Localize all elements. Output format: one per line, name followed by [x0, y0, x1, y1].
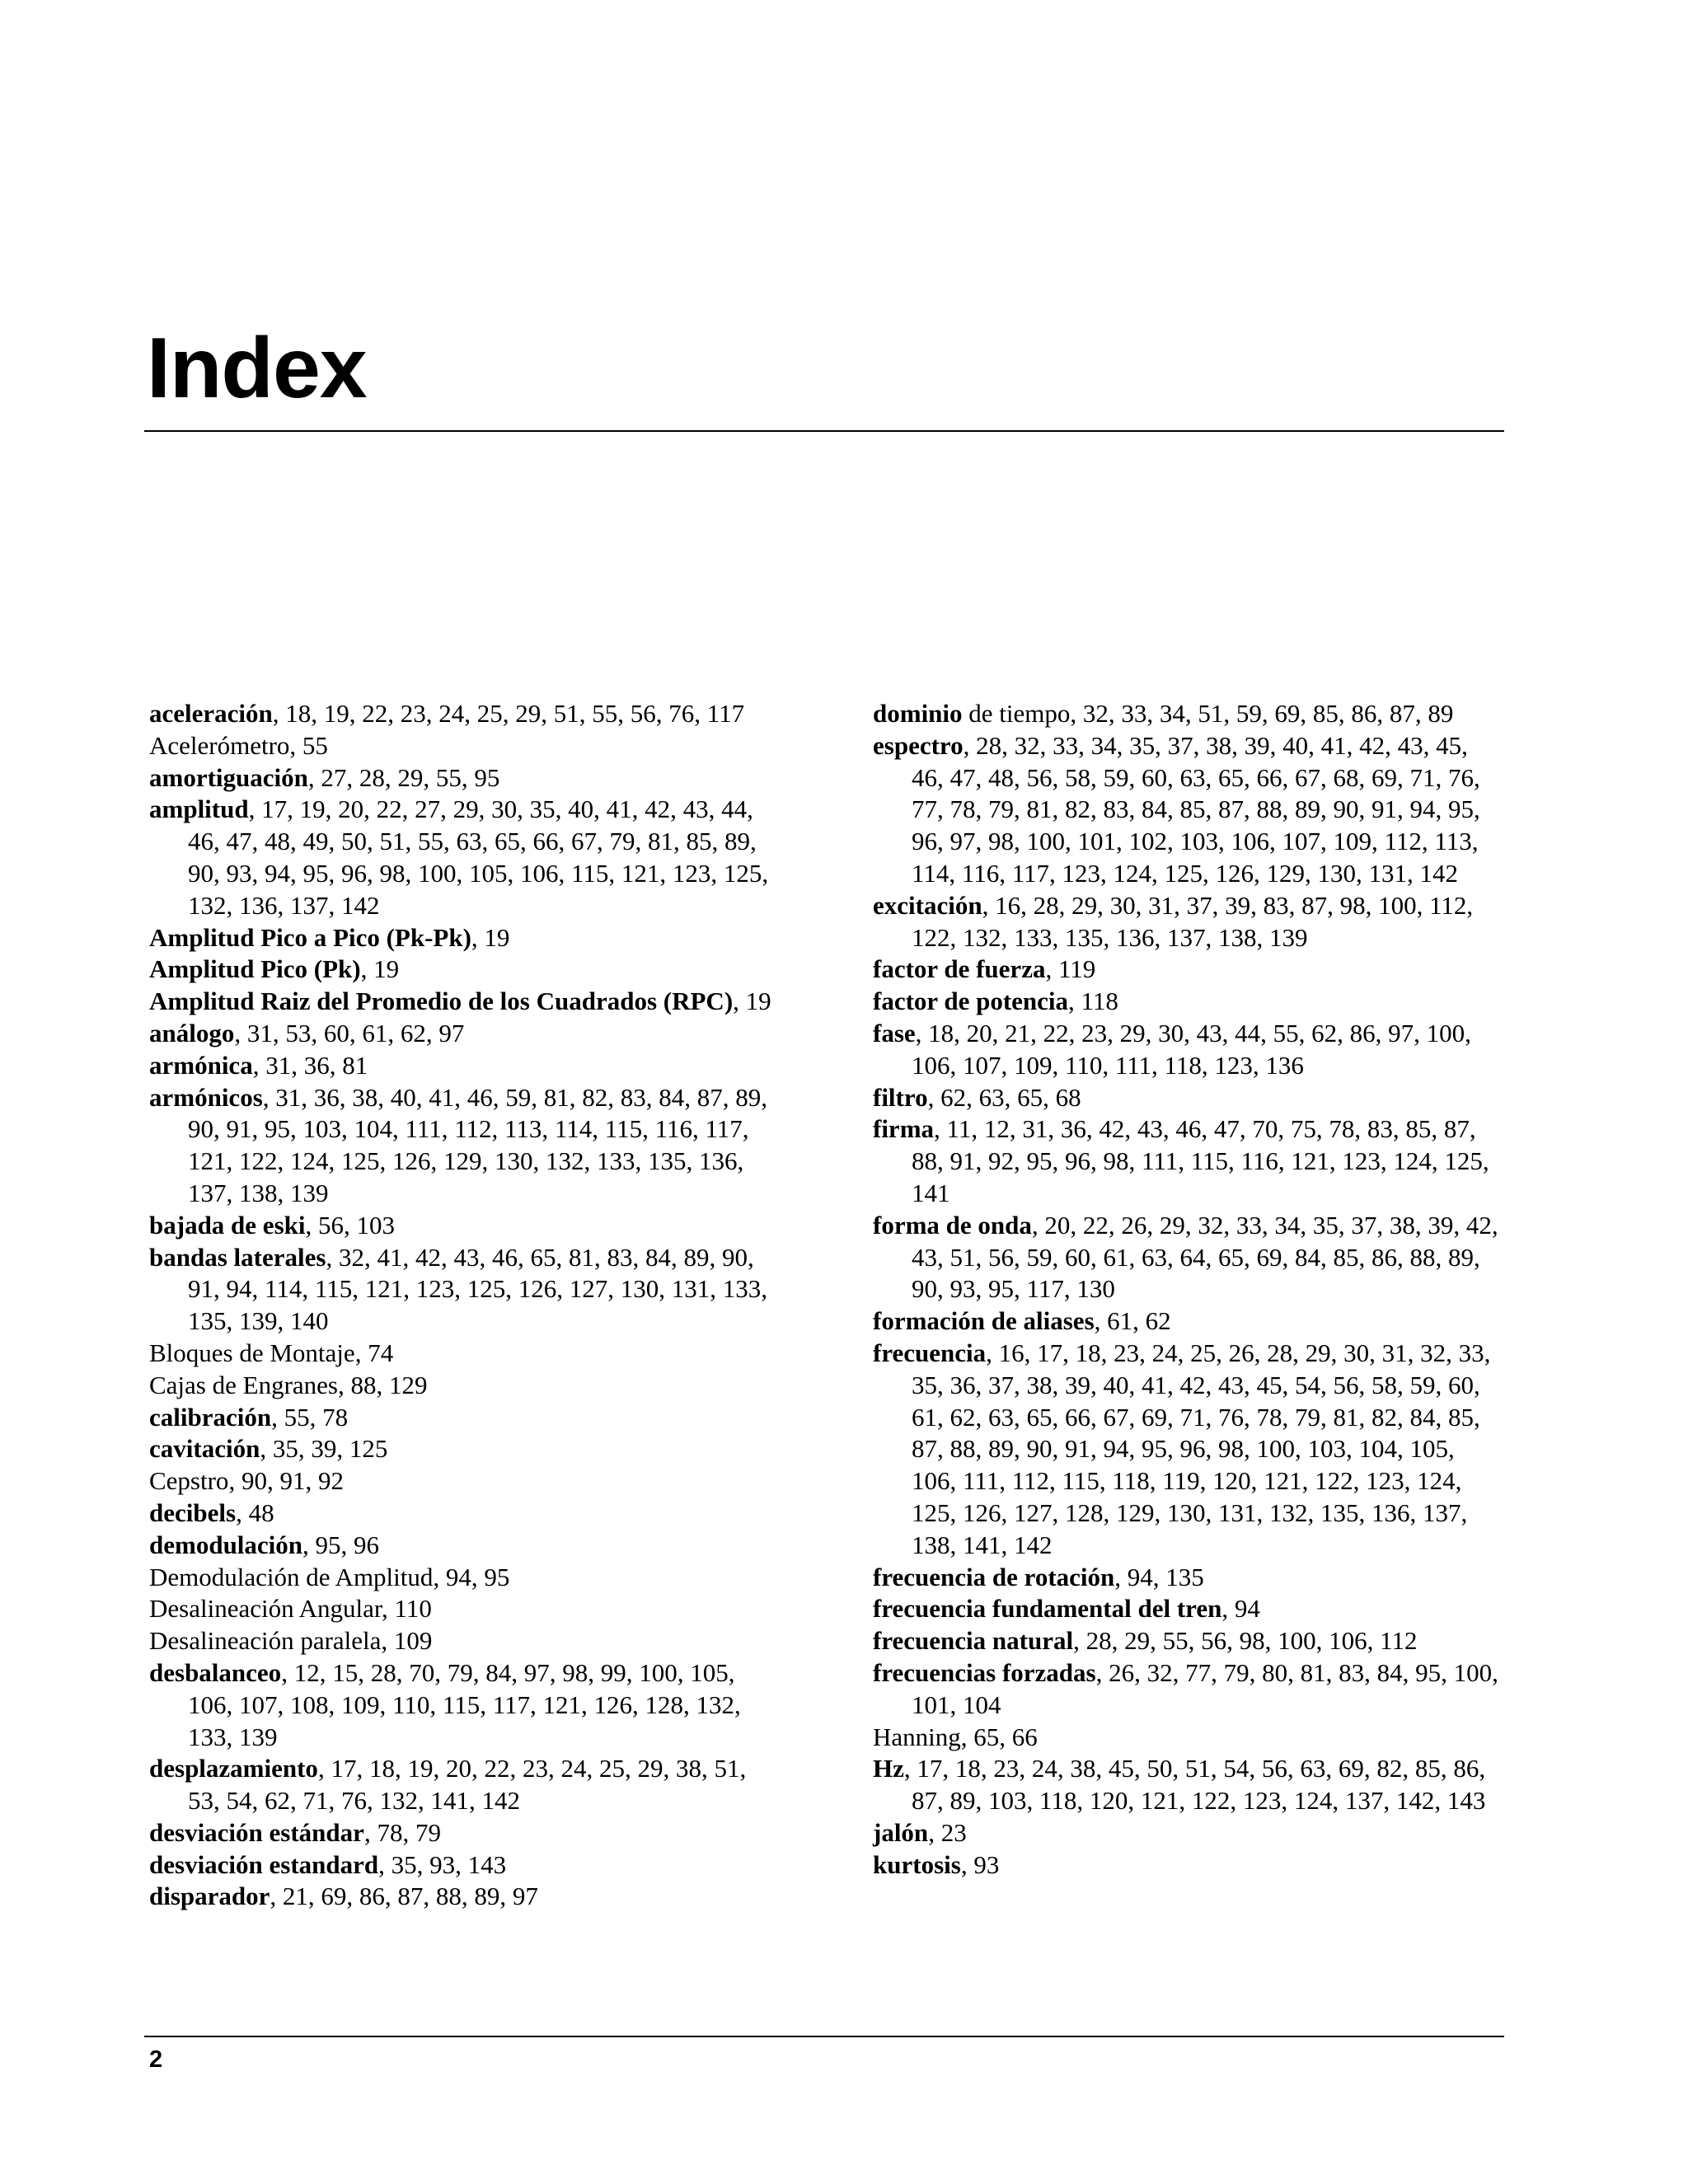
index-entry: [149, 1562, 776, 1594]
index-pages: , 19: [360, 954, 400, 984]
index-entry: [873, 1657, 1499, 1722]
index-term: Amplitud Raiz del Promedio de los Cuadrados (RPC): [149, 987, 734, 1016]
index-column-right: [873, 698, 1499, 1881]
index-term: Demodulación de Amplitud: [149, 1562, 434, 1591]
index-entry: [149, 1242, 776, 1338]
index-entry: [149, 1370, 776, 1402]
index-entry: [149, 1753, 776, 1817]
index-entry: [873, 1210, 1499, 1305]
index-entry: [149, 986, 776, 1018]
index-entry: [873, 1593, 1499, 1625]
index-term: Hz: [873, 1754, 904, 1783]
footer-divider: [144, 2036, 1504, 2037]
index-pages: , 65, 66: [960, 1722, 1038, 1751]
index-term: factor de fuerza: [873, 954, 1046, 984]
index-entry: [149, 1082, 776, 1210]
index-pages: , 119: [1045, 954, 1096, 984]
index-term: Desalineación paralela: [149, 1626, 382, 1656]
index-term: Acelerómetro: [149, 730, 290, 760]
index-term: excitación: [873, 890, 982, 920]
index-pages: , 31, 53, 60, 61, 62, 97: [234, 1018, 465, 1047]
index-term: bandas laterales: [149, 1242, 326, 1272]
index-pages: , 56, 103: [305, 1210, 395, 1240]
index-term: frecuencia de rotación: [873, 1562, 1115, 1591]
index-pages: , 109: [381, 1626, 433, 1656]
index-pages: , 16, 17, 18, 23, 24, 25, 26, 28, 29, 30, 31, 32, 33, 35, 36, 37, 38, 39, 40, 41, 42, 43, 45, 54, 56, 58, 59, 60, 61, 62, 63, 65, 66, 67, 69, 71, 76, 78, 79, 81, 82, 84, 85, 87, 88, 89, 90, 91, 94, 95, 96, 98, 100, 103, 104, 105, 106, 111, 112, 115, 118, 119, 120, 121, 122, 123, 124, 125, 126, 127, 128, 129, 130, 131, 132, 135, 136, 137, 138, 141, 142: [912, 1338, 1491, 1559]
index-term: Hanning: [873, 1722, 961, 1751]
index-pages: , 19: [471, 922, 510, 952]
index-entry: [149, 730, 776, 762]
index-pages: , 35, 93, 143: [378, 1849, 507, 1879]
index-entry: [873, 698, 1499, 730]
index-term: forma de onda: [873, 1210, 1032, 1240]
index-entry: [149, 1497, 776, 1530]
index-entry: [149, 1433, 776, 1465]
index-pages: , 62, 63, 65, 68: [927, 1082, 1081, 1112]
index-term: desviación estandard: [149, 1849, 379, 1879]
index-term: cavitación: [149, 1434, 260, 1464]
index-pages: , 23: [928, 1817, 967, 1847]
index-term: formación de aliases: [873, 1306, 1095, 1336]
index-term: desplazamiento: [149, 1754, 318, 1783]
index-pages: , 31, 36, 38, 40, 41, 46, 59, 81, 82, 83, 84, 87, 89, 90, 91, 95, 103, 104, 111, 112, 113, 114, 115, 116, 117, 121, 122, 124, 125, 126, 129, 130, 132, 133, 135, 136, 137, 138, 139: [188, 1082, 768, 1207]
index-pages: , 28, 32, 33, 34, 35, 37, 38, 39, 40, 41, 42, 43, 45, 46, 47, 48, 56, 58, 59, 60, 63, 65, 66, 67, 68, 69, 71, 76, 77, 78, 79, 81, 82, 83, 84, 85, 87, 88, 89, 90, 91, 94, 95, 96, 97, 98, 100, 101, 102, 103, 106, 107, 109, 112, 113, 114, 116, 117, 123, 124, 125, 126, 129, 130, 131, 142: [912, 730, 1480, 888]
index-pages: , 110: [381, 1594, 432, 1624]
index-term: frecuencia: [873, 1338, 987, 1367]
index-term: decibels: [149, 1497, 237, 1527]
index-pages: , 61, 62: [1094, 1306, 1171, 1336]
index-entry: [149, 1593, 776, 1625]
index-pages: , 20, 22, 26, 29, 32, 33, 34, 35, 37, 38, 39, 42, 43, 51, 56, 59, 60, 61, 63, 64, 65, 69, 84, 85, 86, 88, 89, 90, 93, 95, 117, 130: [912, 1210, 1498, 1304]
title-divider: [144, 430, 1504, 432]
index-entry: [149, 1849, 776, 1882]
index-entry: [873, 1018, 1499, 1082]
index-entry: [149, 1530, 776, 1562]
index-entry: [873, 1338, 1499, 1562]
index-pages: , 90, 91, 92: [228, 1466, 344, 1496]
index-entry: [149, 1402, 776, 1434]
index-pages: , 74: [354, 1338, 394, 1367]
index-pages: , 88, 129: [337, 1370, 428, 1399]
index-entry: [873, 890, 1499, 954]
index-entry: [873, 1305, 1499, 1338]
index-term: Cajas de Engranes: [149, 1370, 338, 1399]
index-term: amplitud: [149, 794, 249, 824]
index-term: espectro: [873, 730, 964, 760]
index-pages: , 32, 41, 42, 43, 46, 65, 81, 83, 84, 89, 90, 91, 94, 114, 115, 121, 123, 125, 126, 127, 130, 131, 133, 135, 139, 140: [188, 1242, 767, 1336]
index-pages: , 27, 28, 29, 55, 95: [307, 762, 500, 792]
index-entry: [873, 954, 1499, 986]
index-pages: de tiempo, 32, 33, 34, 51, 59, 69, 85, 86, 87, 89: [962, 699, 1454, 728]
index-pages: , 19: [733, 987, 771, 1016]
index-column-left: [149, 698, 776, 1913]
index-pages: , 94: [1221, 1594, 1260, 1624]
index-term: demodulación: [149, 1530, 303, 1559]
index-term: disparador: [149, 1882, 270, 1911]
index-entry: [149, 1338, 776, 1370]
index-term: fase: [873, 1018, 916, 1047]
index-term: desviación estándar: [149, 1817, 364, 1847]
index-term: Desalineación Angular: [149, 1594, 382, 1624]
index-term: aceleración: [149, 699, 273, 728]
index-term: frecuencia fundamental del tren: [873, 1594, 1222, 1624]
index-term: Bloques de Montaje: [149, 1338, 355, 1367]
index-entry: [149, 1210, 776, 1242]
index-pages: , 12, 15, 28, 70, 79, 84, 97, 98, 99, 100, 105, 106, 107, 108, 109, 110, 115, 117, 121, 126, 128, 132, 133, 139: [188, 1657, 741, 1751]
index-term: factor de potencia: [873, 987, 1069, 1016]
index-entry: [149, 1881, 776, 1913]
index-pages: , 16, 28, 29, 30, 31, 37, 39, 83, 87, 98, 100, 112, 122, 132, 133, 135, 136, 137, 138, 139: [912, 890, 1474, 952]
index-pages: , 118: [1068, 987, 1118, 1016]
index-pages: , 17, 18, 23, 24, 38, 45, 50, 51, 54, 56, 63, 69, 82, 85, 86, 87, 89, 103, 118, 120, 121, 122, 123, 124, 137, 142, 143: [903, 1754, 1486, 1816]
index-pages: , 93: [960, 1849, 1000, 1879]
index-term: frecuencia natural: [873, 1626, 1074, 1656]
index-term: dominio: [873, 699, 963, 728]
index-entry: [149, 954, 776, 986]
index-entry: [149, 794, 776, 921]
index-pages: , 18, 19, 22, 23, 24, 25, 29, 51, 55, 56, 76, 117: [272, 699, 745, 728]
index-pages: , 35, 39, 125: [260, 1434, 388, 1464]
index-entry: [873, 1722, 1499, 1754]
index-term: Amplitud Pico (Pk): [149, 954, 361, 984]
index-entry: [873, 986, 1499, 1018]
index-entry: [873, 1113, 1499, 1209]
index-pages: , 21, 69, 86, 87, 88, 89, 97: [270, 1882, 538, 1911]
index-entry: [149, 762, 776, 794]
index-entry: [873, 730, 1499, 890]
index-entry: [149, 1465, 776, 1497]
index-pages: , 94, 95: [433, 1562, 510, 1591]
index-pages: , 94, 135: [1114, 1562, 1204, 1591]
index-pages: , 55, 78: [271, 1402, 349, 1432]
index-pages: , 17, 18, 19, 20, 22, 23, 24, 25, 29, 38, 51, 53, 54, 62, 71, 76, 132, 141, 142: [188, 1754, 747, 1816]
page-title: Index: [147, 321, 367, 416]
index-pages: , 78, 79: [363, 1817, 441, 1847]
index-pages: , 95, 96: [302, 1530, 380, 1559]
index-entry: [873, 1817, 1499, 1849]
index-term: bajada de eski: [149, 1210, 306, 1240]
index-entry: [149, 1018, 776, 1050]
index-entry: [149, 1625, 776, 1657]
index-term: kurtosis: [873, 1849, 961, 1879]
index-pages: , 48: [236, 1497, 274, 1527]
index-entry: [149, 922, 776, 954]
index-entry: [873, 1625, 1499, 1657]
index-entry: [149, 698, 776, 730]
index-entry: [873, 1082, 1499, 1114]
index-entry: [873, 1753, 1499, 1817]
index-entry: [149, 1657, 776, 1753]
index-term: desbalanceo: [149, 1657, 282, 1687]
index-term: jalón: [873, 1817, 929, 1847]
index-pages: , 26, 32, 77, 79, 80, 81, 83, 84, 95, 100, 101, 104: [912, 1657, 1498, 1719]
index-pages: , 31, 36, 81: [252, 1050, 368, 1080]
index-term: armónica: [149, 1050, 253, 1080]
index-term: amortiguación: [149, 762, 308, 792]
index-pages: , 11, 12, 31, 36, 42, 43, 46, 47, 70, 75, 78, 83, 85, 87, 88, 91, 92, 95, 96, 98, 111, 115, 116, 121, 123, 124, 125, 141: [912, 1114, 1489, 1207]
index-term: frecuencias forzadas: [873, 1657, 1096, 1687]
index-term: análogo: [149, 1018, 235, 1047]
index-pages: , 17, 19, 20, 22, 27, 29, 30, 35, 40, 41, 42, 43, 44, 46, 47, 48, 49, 50, 51, 55, 63, 65, 66, 67, 79, 81, 85, 89, 90, 93, 94, 95, 96, 98, 100, 105, 106, 115, 121, 123, 125, 132, 136, 137, 142: [188, 794, 769, 920]
index-term: calibración: [149, 1402, 272, 1432]
index-term: Cepstro: [149, 1466, 229, 1496]
index-entry: [873, 1562, 1499, 1594]
index-pages: , 18, 20, 21, 22, 23, 29, 30, 43, 44, 55, 62, 86, 97, 100, 106, 107, 109, 110, 111, 118, 123, 136: [912, 1018, 1471, 1080]
index-term: Amplitud Pico a Pico (Pk-Pk): [149, 922, 471, 952]
index-pages: , 28, 29, 55, 56, 98, 100, 106, 112: [1073, 1626, 1418, 1656]
page-number: 2: [149, 2046, 163, 2073]
index-entry: [149, 1050, 776, 1082]
index-term: firma: [873, 1114, 935, 1144]
index-entry: [873, 1849, 1499, 1882]
index-term: filtro: [873, 1082, 928, 1112]
index-pages: , 55: [289, 730, 328, 760]
index-term: armónicos: [149, 1082, 263, 1112]
index-entry: [149, 1817, 776, 1849]
